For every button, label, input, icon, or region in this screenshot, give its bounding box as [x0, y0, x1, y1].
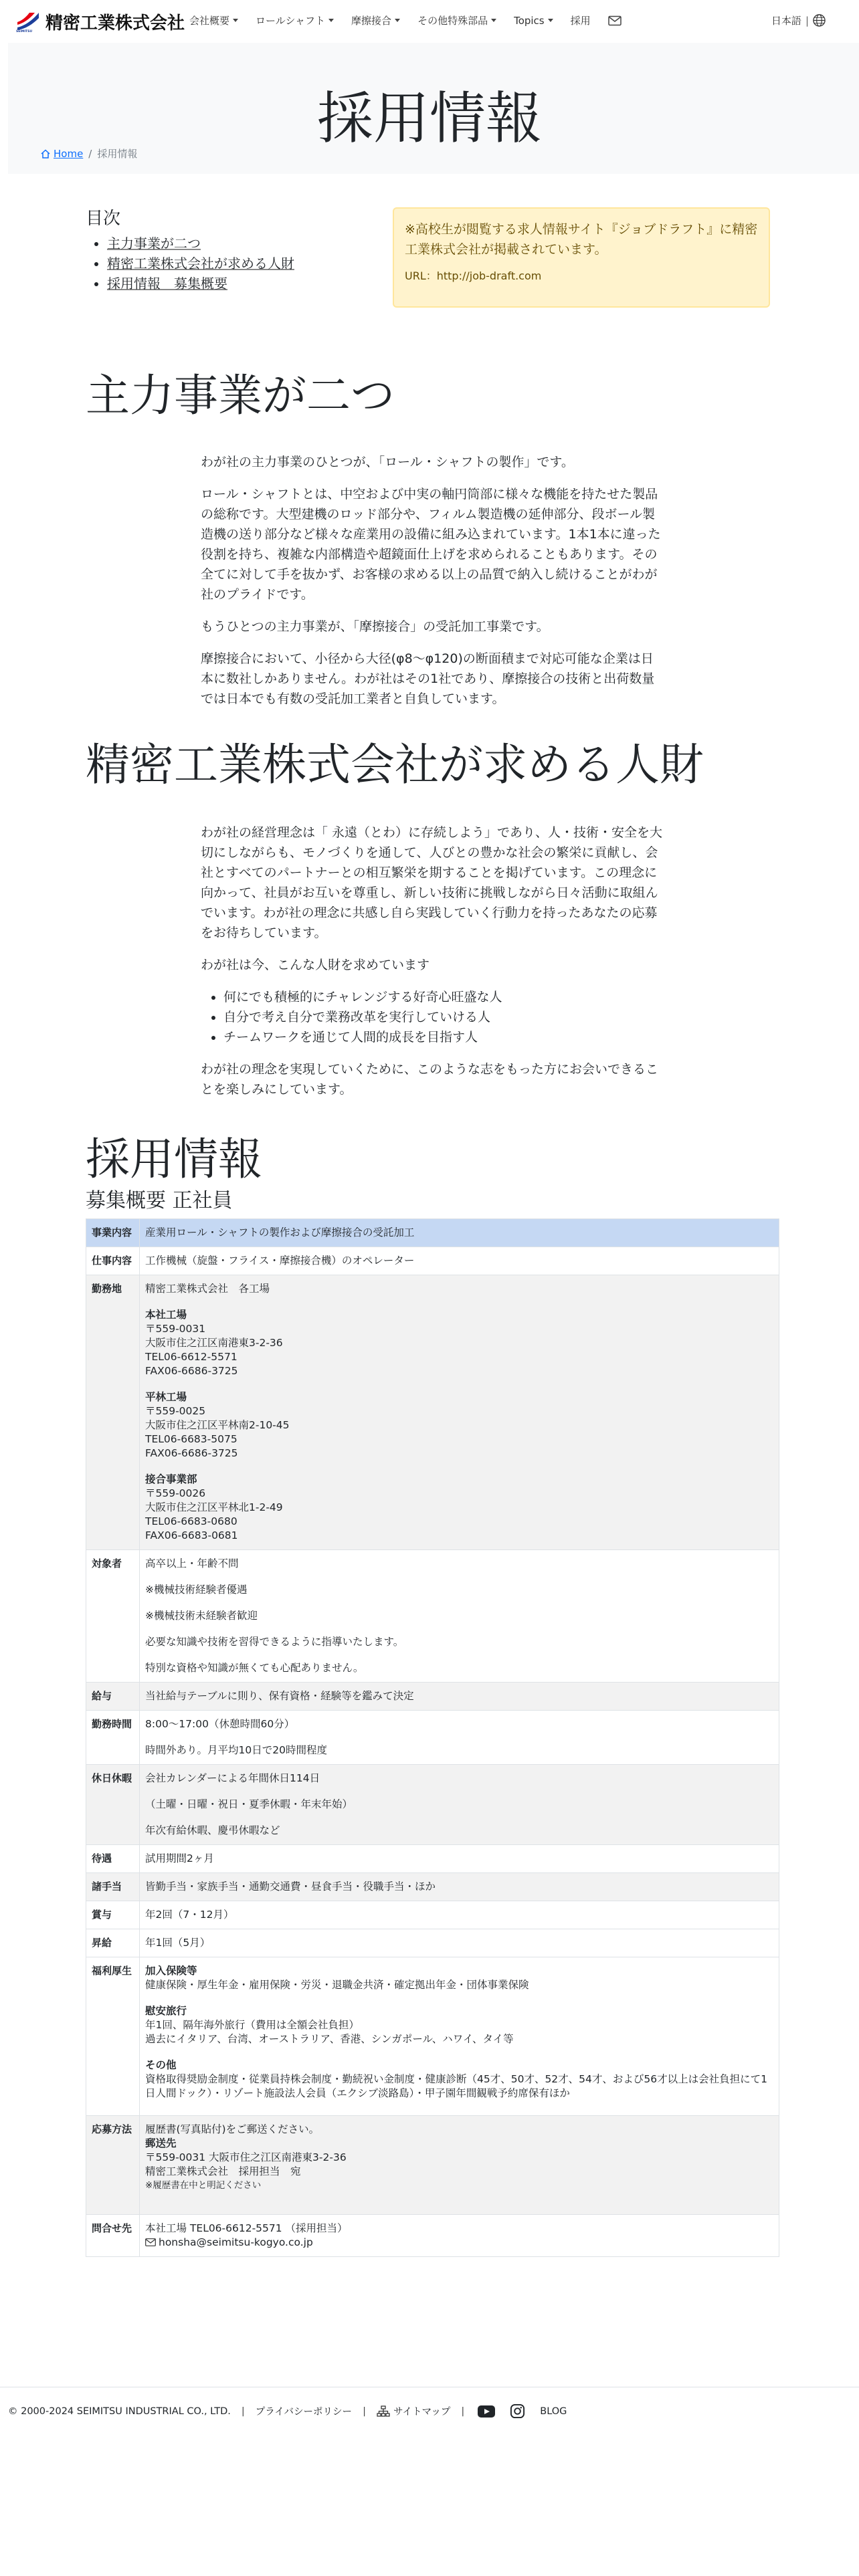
nav-item-friction-welding[interactable] [351, 13, 400, 27]
row-label: 応募方法 [86, 2116, 140, 2215]
nav-item-label: 採用 [570, 15, 591, 27]
table-row [86, 1845, 779, 1873]
apply-line: 履歴書(写真貼付)をご郵送ください。 [145, 2123, 320, 2135]
welfare-line: 過去にイタリア、台湾、オーストラリア、香港、シンガポール、ハワイ、タイ等 [145, 2033, 514, 2045]
welfare-heading: 慰安旅行 [145, 2005, 187, 2017]
main-nav [189, 13, 622, 27]
table-row [86, 1683, 779, 1711]
nav-item-label: その他特殊部品 [417, 15, 488, 27]
site-logo[interactable] [15, 9, 185, 33]
table-row [86, 2215, 779, 2257]
site-tel[interactable]: TEL06-6683-5075 [145, 1433, 237, 1445]
row-label: 給与 [86, 1683, 140, 1711]
section-subtitle-recruitment: 募集概要 正社員 [86, 1189, 233, 1212]
hours-line: 8:00〜17:00（休憩時間60分） [145, 1718, 295, 1730]
site-block [145, 1308, 773, 1378]
site-name: 本社工場 [145, 1309, 187, 1321]
nav-item-roll-shaft[interactable] [256, 13, 334, 27]
recruitment-table [86, 1218, 779, 2257]
toc-item[interactable] [107, 274, 294, 294]
target-line: ※機械技術経験者優遇 [145, 1584, 248, 1596]
blog-link[interactable]: BLOG [540, 2405, 567, 2417]
target-line: 特別な資格や知識が無くても心配ありません。 [145, 1662, 364, 1674]
globe-icon [813, 14, 826, 27]
paragraph: わが社の経営理念は「 永遠（とわ）に存続しよう」であり、人・技術・安全を大切にしながらも、モノづくりを通して、人びとの豊かな社会の繁栄に貢献し、会社とすべてのパートナーとの相互繁栄を期することを掲げています。この理念に向かって、社員がお互いを尊重し、新しい技術に挑戦しながら日々活動に取組んでいます。わが社の理念に共感し自ら実践していく行動力を持ったあなたの応募をお待ちしています。 [201, 825, 663, 940]
breadcrumb-separator: / [88, 147, 92, 160]
table-row [86, 1873, 779, 1901]
row-value [140, 1765, 779, 1845]
nav-item-topics[interactable] [514, 15, 553, 27]
row-label: 待遇 [86, 1845, 140, 1873]
privacy-policy-link[interactable]: プライバシーポリシー [255, 2407, 353, 2418]
paragraph: わが社の主力事業のひとつが、「ロール・シャフトの製作」です。 [201, 455, 574, 469]
site-block [145, 1390, 773, 1461]
paragraph: ロール・シャフトとは、中空および中実の軸円筒部に様々な機能を持たせた製品の総称です。大型建機のロッド部分や、フィルム製造機の延伸部分、段ボール製造機の送り部分など様々な産業用の設備に組み込まれています。1本1本に違った役割を持ち、複雑な内部構造や超鏡面仕上げを求められることもあります。その全てに対して手を抜かず、お客様の求める以上の品質で納入し続けることがわが社のプライドです。 [201, 487, 661, 602]
row-value: 試用期間2ヶ月 [140, 1845, 779, 1873]
row-label: 諸手当 [86, 1873, 140, 1901]
row-label: 問合せ先 [86, 2215, 140, 2257]
table-row [86, 1247, 779, 1275]
list-item: • チームワークを通じて人間的成長を目指す人 [223, 1027, 664, 1047]
caret-down-icon [328, 19, 334, 22]
envelope-icon [145, 2238, 156, 2246]
table-row [86, 1957, 779, 2116]
footer-separator: | [241, 2405, 245, 2417]
target-line: 高卒以上・年齢不問 [145, 1558, 239, 1570]
contact-email-row[interactable] [145, 2236, 773, 2250]
target-line: 必要な知識や技術を習得できるように指導いたします。 [145, 1636, 404, 1648]
mail-icon[interactable] [608, 15, 622, 26]
language-switcher[interactable] [771, 13, 826, 27]
site-fax: FAX06-6686-3725 [145, 1365, 238, 1377]
row-label: 福利厚生 [86, 1957, 140, 2116]
table-row [86, 1929, 779, 1957]
paragraph: わが社の理念を実現していくために、このような志をもった方にお会いできることを楽しみにしています。 [201, 1062, 659, 1097]
section-title-main-business: 主力事業が二つ [86, 370, 395, 421]
row-label: 勤務時間 [86, 1711, 140, 1765]
row-value [140, 1957, 779, 2116]
contact-line: 本社工場 TEL06-6612-5571 （採用担当） [145, 2222, 348, 2234]
row-value [140, 1711, 779, 1765]
section-ideal-candidate-body [201, 823, 664, 1111]
page-header [8, 43, 859, 174]
row-value: 年2回（7・12月） [140, 1901, 779, 1929]
breadcrumb-current: 採用情報 [97, 148, 138, 160]
nav-item-label: Topics [514, 14, 545, 27]
sitemap-link[interactable]: サイトマップ [393, 2407, 451, 2418]
row-value: 産業用ロール・シャフトの製作および摩擦接合の受託加工 [140, 1219, 779, 1247]
site-name: 接合事業部 [145, 1473, 197, 1485]
target-line: ※機械技術未経験者歓迎 [145, 1610, 258, 1622]
section-main-business-body [201, 452, 664, 721]
site-fax[interactable]: FAX06-6683-0681 [145, 1529, 238, 1541]
table-of-contents [86, 205, 294, 294]
section-title-ideal-candidate: 精密工業株式会社が求める人財 [86, 739, 704, 790]
page-title: 採用情報 [316, 86, 542, 151]
row-label: 対象者 [86, 1550, 140, 1683]
apply-address: 〒559-0031 大阪市住之江区南港東3-2-36 [145, 2151, 347, 2163]
toc-list [86, 233, 294, 294]
notice-url[interactable]: URL：http://job-draft.com [405, 270, 542, 282]
footer-separator: | [363, 2405, 366, 2417]
row-value [140, 2215, 779, 2257]
site-zip: 〒559-0026 [145, 1487, 206, 1499]
row-value [140, 1550, 779, 1683]
nav-item-special-parts[interactable] [417, 13, 496, 27]
logo-mark-icon [15, 10, 41, 33]
instagram-icon[interactable] [510, 2403, 525, 2419]
row-value: 皆勤手当・家族手当・通勤交通費・昼食手当・役職手当・ほか [140, 1873, 779, 1901]
notice-text: ※高校生が閲覧する求人情報サイト『ジョブドラフト』に精密工業株式会社が掲載されています。 [405, 222, 758, 257]
site-tel[interactable]: TEL06-6612-5571 [145, 1351, 237, 1363]
paragraph: わが社は今、こんな人財を求めています [201, 958, 430, 972]
copyright: © 2000-2024 SEIMITSU INDUSTRIAL CO., LTD. [8, 2405, 231, 2417]
table-row [86, 1219, 779, 1247]
holiday-line: （土曜・日曜・祝日・夏季休暇・年末年始） [145, 1798, 353, 1810]
sitemap-icon [377, 2405, 390, 2418]
nav-item-label: 摩擦接合 [351, 15, 392, 27]
site-address: 大阪市住之江区平林南2-10-45 [145, 1419, 290, 1431]
home-icon [40, 148, 51, 159]
row-value: 工作機械（旋盤・フライス・摩擦接合機）のオペレーター [140, 1247, 779, 1275]
nav-item-label: 会社概要 [189, 15, 230, 27]
holiday-line: 年次有給休暇、慶弔休暇など [145, 1824, 280, 1836]
site-name: 平林工場 [145, 1391, 187, 1403]
site-block [145, 1473, 773, 1543]
table-row [86, 1275, 779, 1550]
hours-line: 時間外あり。月平均10日で20時間程度 [145, 1744, 327, 1756]
table-row [86, 1711, 779, 1765]
toc-link[interactable]: 採用情報 募集概要 [107, 276, 227, 292]
nav-item-label: ロールシャフト [256, 15, 326, 27]
row-value: 年1回（5月） [140, 1929, 779, 1957]
apply-recipient: 精密工業株式会社 採用担当 宛 [145, 2165, 301, 2177]
youtube-icon[interactable] [478, 2405, 495, 2418]
caret-down-icon [548, 19, 553, 22]
row-label: 賞与 [86, 1901, 140, 1929]
site-fax: FAX06-6686-3725 [145, 1447, 238, 1459]
row-label: 昇給 [86, 1929, 140, 1957]
language-separator: | [805, 14, 809, 27]
list-item: • 自分で考え自分で業務改革を実行していける人 [223, 1007, 664, 1027]
paragraph: もうひとつの主力事業が、「摩擦接合」の受託加工事業です。 [201, 619, 549, 634]
breadcrumb [40, 146, 137, 160]
toc-link[interactable]: 主力事業が二つ [107, 235, 201, 251]
bullet-list [201, 987, 664, 1047]
location-intro: 精密工業株式会社 各工場 [145, 1283, 270, 1295]
row-value [140, 1275, 779, 1550]
row-label: 仕事内容 [86, 1247, 140, 1275]
row-value: 当社給与テーブルに則り、保有資格・経験等を鑑みて決定 [140, 1683, 779, 1711]
caret-down-icon [395, 19, 400, 22]
toc-item[interactable] [107, 253, 294, 274]
table-row [86, 1550, 779, 1683]
navbar [0, 0, 859, 43]
site-zip: 〒559-0031 [145, 1323, 206, 1335]
caret-down-icon [491, 19, 496, 22]
row-label: 事業内容 [86, 1219, 140, 1247]
toc-item[interactable] [107, 233, 294, 253]
welfare-line: 健康保険・厚生年金・雇用保険・労災・退職金共済・確定拠出年金・団体事業保険 [145, 1979, 529, 1991]
logo-text: 精密工業株式会社 [45, 13, 185, 33]
toc-title: 目次 [86, 209, 121, 229]
row-value [140, 2116, 779, 2215]
welfare-line: 資格取得奨励金制度・従業員持株会制度・勤続祝い金制度・健康診断（45才、50才、52才、54才、および56才以上は会社負担にて1日人間ドック）・リゾート施設法人会員（エクシブ淡路島）・甲子園年間観戦予約席保有ほか [145, 2073, 767, 2099]
breadcrumb-home-link[interactable]: Home [54, 147, 84, 160]
apply-heading: 郵送先 [145, 2137, 177, 2149]
caret-down-icon [233, 19, 238, 22]
welfare-heading: 加入保険等 [145, 1965, 197, 1977]
footer [8, 2403, 567, 2419]
row-label: 勤務地 [86, 1275, 140, 1550]
row-label: 休日休暇 [86, 1765, 140, 1845]
site-tel[interactable]: TEL06-6683-0680 [145, 1515, 237, 1527]
footer-separator: | [461, 2405, 465, 2417]
site-address: 大阪市住之江区平林北1-2-49 [145, 1501, 283, 1513]
table-row [86, 2116, 779, 2215]
nav-item-company[interactable] [189, 13, 238, 27]
paragraph: 摩擦接合において、小径から大径(φ8〜φ120)の断面積まで対応可能な企業は日本に数社しかありません。わが社はその1社であり、摩擦接合の技術と出荷数量では日本でも有数の受託加工業者と自負しています。 [201, 651, 655, 706]
site-address: 大阪市住之江区南港東3-2-36 [145, 1337, 283, 1349]
welfare-line: 年1回、隔年海外旅行（費用は全額会社負担） [145, 2019, 359, 2031]
holiday-line: 会社カレンダーによる年間休日114日 [145, 1772, 320, 1784]
welfare-heading: その他 [145, 2059, 177, 2071]
section-title-recruitment: 採用情報 [86, 1134, 262, 1185]
svg-text:SEIMITSU: SEIMITSU [16, 30, 33, 33]
table-row [86, 1901, 779, 1929]
apply-note: ※履歴書在中と明記ください [145, 2180, 262, 2191]
table-row [86, 1765, 779, 1845]
contact-email-link[interactable]: honsha@seimitsu-kogyo.co.jp [159, 2236, 313, 2248]
job-draft-notice [393, 207, 770, 308]
toc-link[interactable]: 精密工業株式会社が求める人財 [107, 255, 294, 272]
nav-item-recruit[interactable] [571, 13, 591, 27]
site-zip: 〒559-0025 [145, 1405, 206, 1417]
list-item: • 何にでも積極的にチャレンジする好奇心旺盛な人 [223, 987, 664, 1007]
language-label: 日本語 [771, 15, 801, 27]
